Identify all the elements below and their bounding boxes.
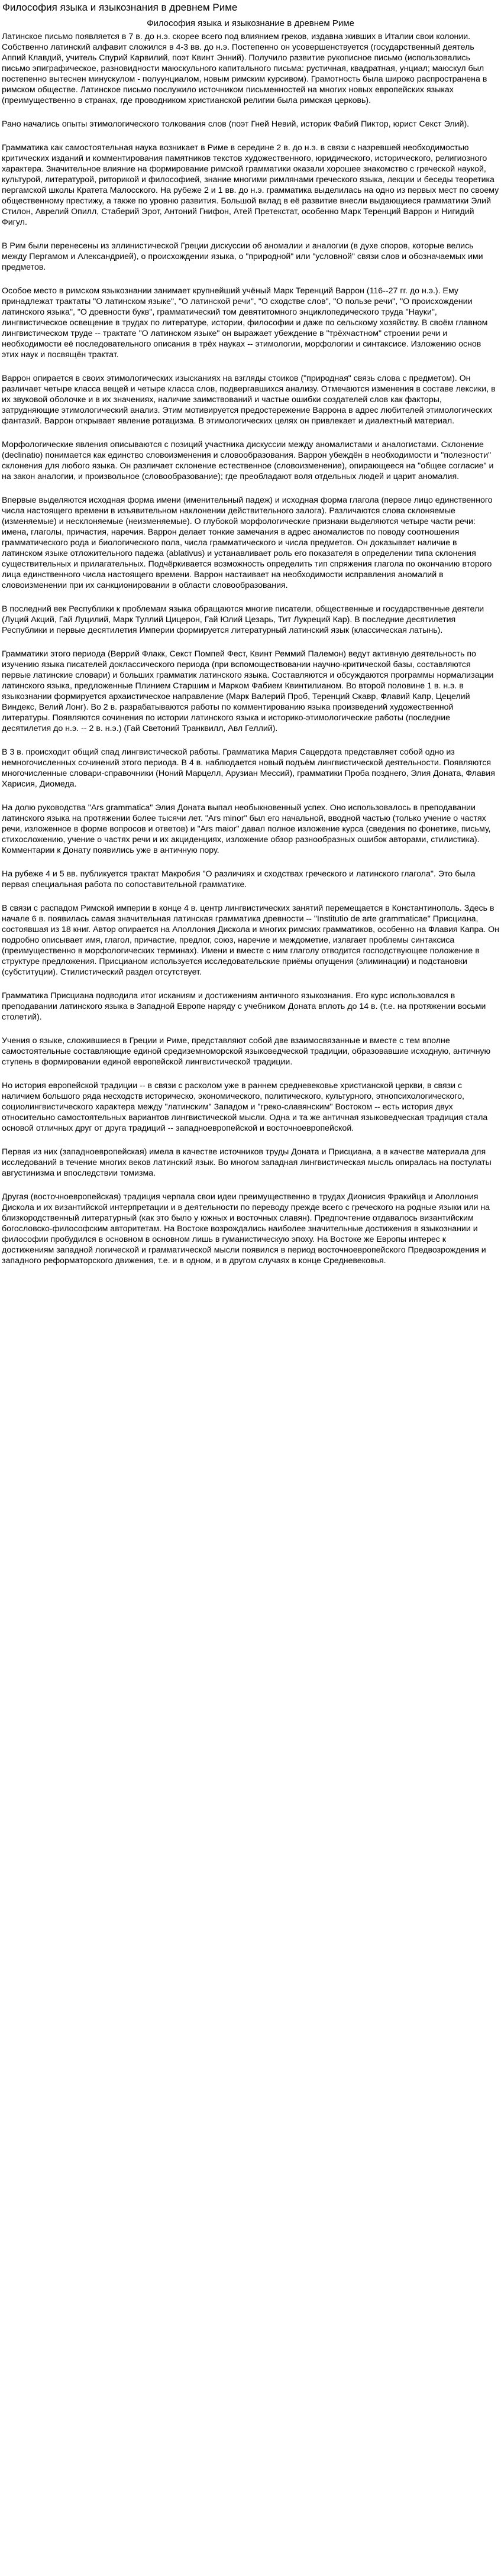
paragraph-late-republic: В последний век Республики к проблемам языка обращаются многие писатели, общественные и государственные деятели (Луций Акций, Гай Луцилий, Марк Туллий Цицерон, Гай Юлий Цезарь, Тит Лукреций Кар). В последние десятилетия Республики и первые десятилетия Империи формируется литературный латинский язык (классическая латынь). [2, 604, 484, 635]
paragraph-third-century: В 3 в. происходит общий спад лингвистической работы. Грамматика Мария Сацердота представляет собой одно из немногочисленных сочинений этого периода. В 4 в. наблюдается новый подъём лингвистической деятельности. Появляются многочисленные словари-справочники (Ноний Марцелл, Арузиан Мессий), грамматики Проба позднего, Элия Доната, Флавия Харисия, Диомеда. [2, 747, 495, 789]
paragraph-donatus: На долю руководства "Ars grammatica" Элия Доната выпал необыкновенный успех. Оно использовалось в преподавании латинского языка на протяжении более тысячи лет. "Ars minor" был его начальной, вводной частью (только учение о частях речи, изложенное в форме вопросов и ответов) и "Ars maior" давал полное изложение курса (сведения по фонетике, письму, стихосложению, учение о частях речи и их акциденциях, изложение обзор разнообразных ошибок авторами, стилистика). Комментарии к Донату появились уже в античную пору. [2, 803, 491, 855]
paragraph-western-tradition: Первая из них (западноевропейская) имела в качестве источников труды Доната и Присциана, а в качестве материала для исследований в течение многих веков латинский язык. Во многом западная лингвистическая мысль опиралась на постулаты августинизма и впоследствии томизма. [2, 1147, 492, 1178]
paragraph-morphology: Морфологические явления описываются с позиций участника дискуссии между аномалистами и аналогистами. Склонение (declinatio) понимается как единство словоизменения и словообразования. Варрон убеждён в необходимости и "полезности" склонения для любого языка. Он различает склонение естественное (словоизменение), опирающееся на "общее согласие" и на закон аналогии, и произвольное (словообразование); где преобладают воля отдельных людей и царит аномалия. [2, 440, 494, 481]
paragraph-etymology-early: Рано начались опыты этимологического толкования слов (поэт Гней Невий, историк Фабий Пиктор, юрист Секст Элий). [2, 119, 470, 129]
paragraph-greek-discussions: В Рим были перенесены из эллинистической Греции дискуссии об аномалии и аналогии (в духе споров, которые велись между Пергамом и Александрией), о происхождении языка, о "природной" или "условной" связи слов и обозначаемых ими предметов. [2, 241, 483, 272]
paragraph-priscian-legacy: Грамматика Присциана подводила итог исканиям и достижениям античного языкознания. Его курс использовался в преподавании латинского языка в Западной Европе наряду с учебником Доната вплоть до 14 в. (т.е. на протяжении восьми столетий). [2, 991, 486, 1022]
paragraph-macrobius: На рубеже 4 и 5 вв. публикуется трактат Макробия "О различиях и сходствах греческого и латинского глагола". Это была первая специальная работа по сопоставительной грамматике. [2, 869, 476, 889]
paragraph-grammarians-period: Грамматики этого периода (Веррий Флакк, Секст Помпей Фест, Квинт Реммий Палемон) ведут активную деятельность по изучению языка писателей доклассического периода (при вспомоществовании научно-критической базы, составляются первые латинские словари) и больших грамматик латинского языка. Составляются и обсуждаются программы нормализации латинского языка, предложенные Плинием Старшим и Марком Фабием Квинтилианом. Во второй половине 1 в. н.э. в языкознании формируется архаистическое направление (Марк Валерий Проб, Теренций Скавр, Флавий Капр, Цецелий Виндекс, Велий Лонг). Во 2 в. разрабатываются работы по комментированию языка произведений художественной литературы. Появляются сочинения по истории латинского языка и историко-этимологические работы (последние десятилетия до н.э. -- 2 в. н.э.) (Гай Светоний Транквилл, Авл Геллий). [2, 649, 494, 733]
paragraph-greek-roman-traditions: Учения о языке, сложившиеся в Греции и Риме, представляют собой две взаимосвязанные и вместе с тем вполне самостоятельные составляющие единой средиземноморской языковедческой традиции, образовавшие исходную, античную ступень в формировании единой европейской лингвистической традиции. [2, 1036, 491, 1067]
paragraph-varro: Особое место в римском языкознании занимает крупнейший учёный Марк Теренций Варрон (116--27 гг. до н.э.). Ему принадлежат трактаты "О латинском языке", "О латинской речи", "О сходстве слов", "О пользе речи", "О происхождении латинского языка", "О древности букв", грамматический том девятитомного энциклопедического труда "Науки", лингвистическое освещение в трудах по литературе, истории, философии и даже по сельскому хозяйству. В своём главном лингвистическом труде -- трактате "О латинском языке" он выражает убеждение в "трёхчастном" строении речи и необходимости её последовательного описания в трёх науках -- этимологии, морфологии и синтаксисе. Изложению основ этих наук и посвящён трактат. [2, 286, 488, 360]
paragraph-latin-writing: Латинское письмо появляется в 7 в. до н.э. скорее всего под влиянием греков, издавна живших в Италии свои колонии. Собственно латинский алфавит сложился в 4-3 вв. до н.э. Постепенно он усовершенствуется (государственный деятель Аппий Клавдий, учитель Спурий Карвилий, поэт Квинт Энний). Получило развитие рукописное письмо (использовались письмо эпиграфическое, разновидности маюскульного капитального письма: рустичная, квадратная, унциал; маюскул был постепенно вытеснен минускулом - полуунциалом, новым римским курсивом). Грамотность была широко распространена в римском обществе. Латинское письмо послужило источником письменностей на многих новых европейских языках (преимущественно в странах, где проводником христианской религии была римская церковь). [2, 32, 487, 105]
paragraph-eastern-tradition: Другая (восточноевропейская) традиция черпала свои идеи преимущественно в трудах Дионисия Фракийца и Аполлония Дискола и их византийской интерпретации и в деятельности по переводу прежде всего с греческого на родные языки или на близкородственный литературный (как это было у южных и восточных славян). Предпочтение отдавалось византийским богословско-философским авторитетам. На Востоке возрождались наиболее значительные достижения в языкознании и философии пробудился в основном в основном лишь в гуманистическую эпоху. На Востоке же Европы интерес к достижениям западной логической и грамматической мысли появился в период восточноевропейского Предвозрождения и западного реформаторского движения, т.е. и в одном, и в другом случаях в конце Средневековья. [2, 1192, 490, 1266]
document [0, 0, 501, 1266]
paragraph-parts-of-speech: Впервые выделяются исходная форма имени (именительный падеж) и исходная форма глагола (первое лицо единственного числа настоящего времени в изъявительном наклонении действительного залога). Различаются слова склоняемые (изменяемые) и несклоняемые (неизменяемые). О глубокой морфологические признаки выделяются четыре части речи: имена, глаголы, причастия, наречия. Варрон делает тонкие замечания в адрес аномалистов по поводу соотношения грамматического рода и биологического пола, числа грамматического и числа предметов. Он доказывает наличие в латинском языке отложительного падежа (ablativus) и устанавливает роль его показателя в определении типа склонения существительных и прилагательных. Подчёркивается возможность определить тип спряжения глагола по окончанию второго лица единственного числа настоящего времени. Варрон настаивает на необходимости исправления аномалий в словоизменении при их санкционировании в области словообразования. [2, 496, 493, 590]
page-title: Философия языка и языкознания в древнем Риме [2, 2, 238, 13]
paragraph-european-tradition: Но история европейской традиции -- в связи с расколом уже в раннем средневековье христианской церкви, в связи с наличием большого ряда несходств историческо, экономического, политического, культурного, этнопсихологического, социолингвистического характера между "латинским" Западом и "греко-славянским" Востоком -- есть история двух относительно самостоятельных вариантов лингвистической мысли. Одна и та же античная языковедческая традиция стала основой отличных друг от друга традиций -- западноевропейской и восточноевропейской. [2, 1081, 488, 1133]
paragraph-varro-etymology: Варрон опирается в своих этимологических изысканиях на взгляды стоиков ("природная" связь слова с предметом). Он различает четыре класса вещей и четыре класса слов, подвергавшихся анализу. Отмечаются изменения в составе лексики, в их звуковой оболочке и в их значениях, наличие заимствований и частые ошибки создателей слов как факторы, затрудняющие этимологический анализ. Этим мотивируется предостережение Варрона в адрес любителей этимологических фантазий. Варрон открывает явление ротацизма. В этимологических целях он привлекает и диалектный материал. [2, 374, 496, 426]
paragraph-grammar-origins: Грамматика как самостоятельная наука возникает в Риме в середине 2 в. до н.э. в связи с назревшей необходимостью критических изданий и комментирования памятников текстов художественного, юридического, исторического, религиозного характера. Значительное влияние на формирование римской грамматики оказали хорошее знакомство с греческой наукой, культурой, литературой, риторикой и философией, знание многими римлянами греческого языка, лекции и беседы теоретика пергамской школы Кратета Малосского. На рубеже 2 и 1 вв. до н.э. грамматика выделилась на одно из первых мест по своему общественному престижу, а также по уровню развития. Большой вклад в её развитие внесли выдающиеся грамматики Элий Стилон, Аврелий Опилл, Стаберий Эрот, Антоний Гнифон, Атей Претекстат, особенно Марк Теренций Варрон и Нигидий Фигул. [2, 143, 499, 227]
article-subtitle: Философия языка и языкознание в древнем Риме [147, 18, 354, 28]
paragraph-priscian: В связи с распадом Римской империи в конце 4 в. центр лингвистических занятий перемещается в Константинополь. Здесь в начале 6 в. появилась самая значительная латинская грамматика древности -- "Institutio de arte grammaticae" Присциана, состоявшая из 18 книг. Автор опирается на Аполлония Дискола и многих римских грамматиков, особенно на Флавия Капра. Он подробно описывает имя, глагол, причастие, предлог, союз, наречие и междометие, излагает проблемы синтаксиса (преимущественно в морфологических терминах). Имени и вместе с ним глаголу отводится господствующее положение в структуре предложения. Присцианом используется исследовательские приёмы опущения (элиминации) и подстановки (субституции). Стилистический раздел отсутствует. [2, 904, 499, 977]
